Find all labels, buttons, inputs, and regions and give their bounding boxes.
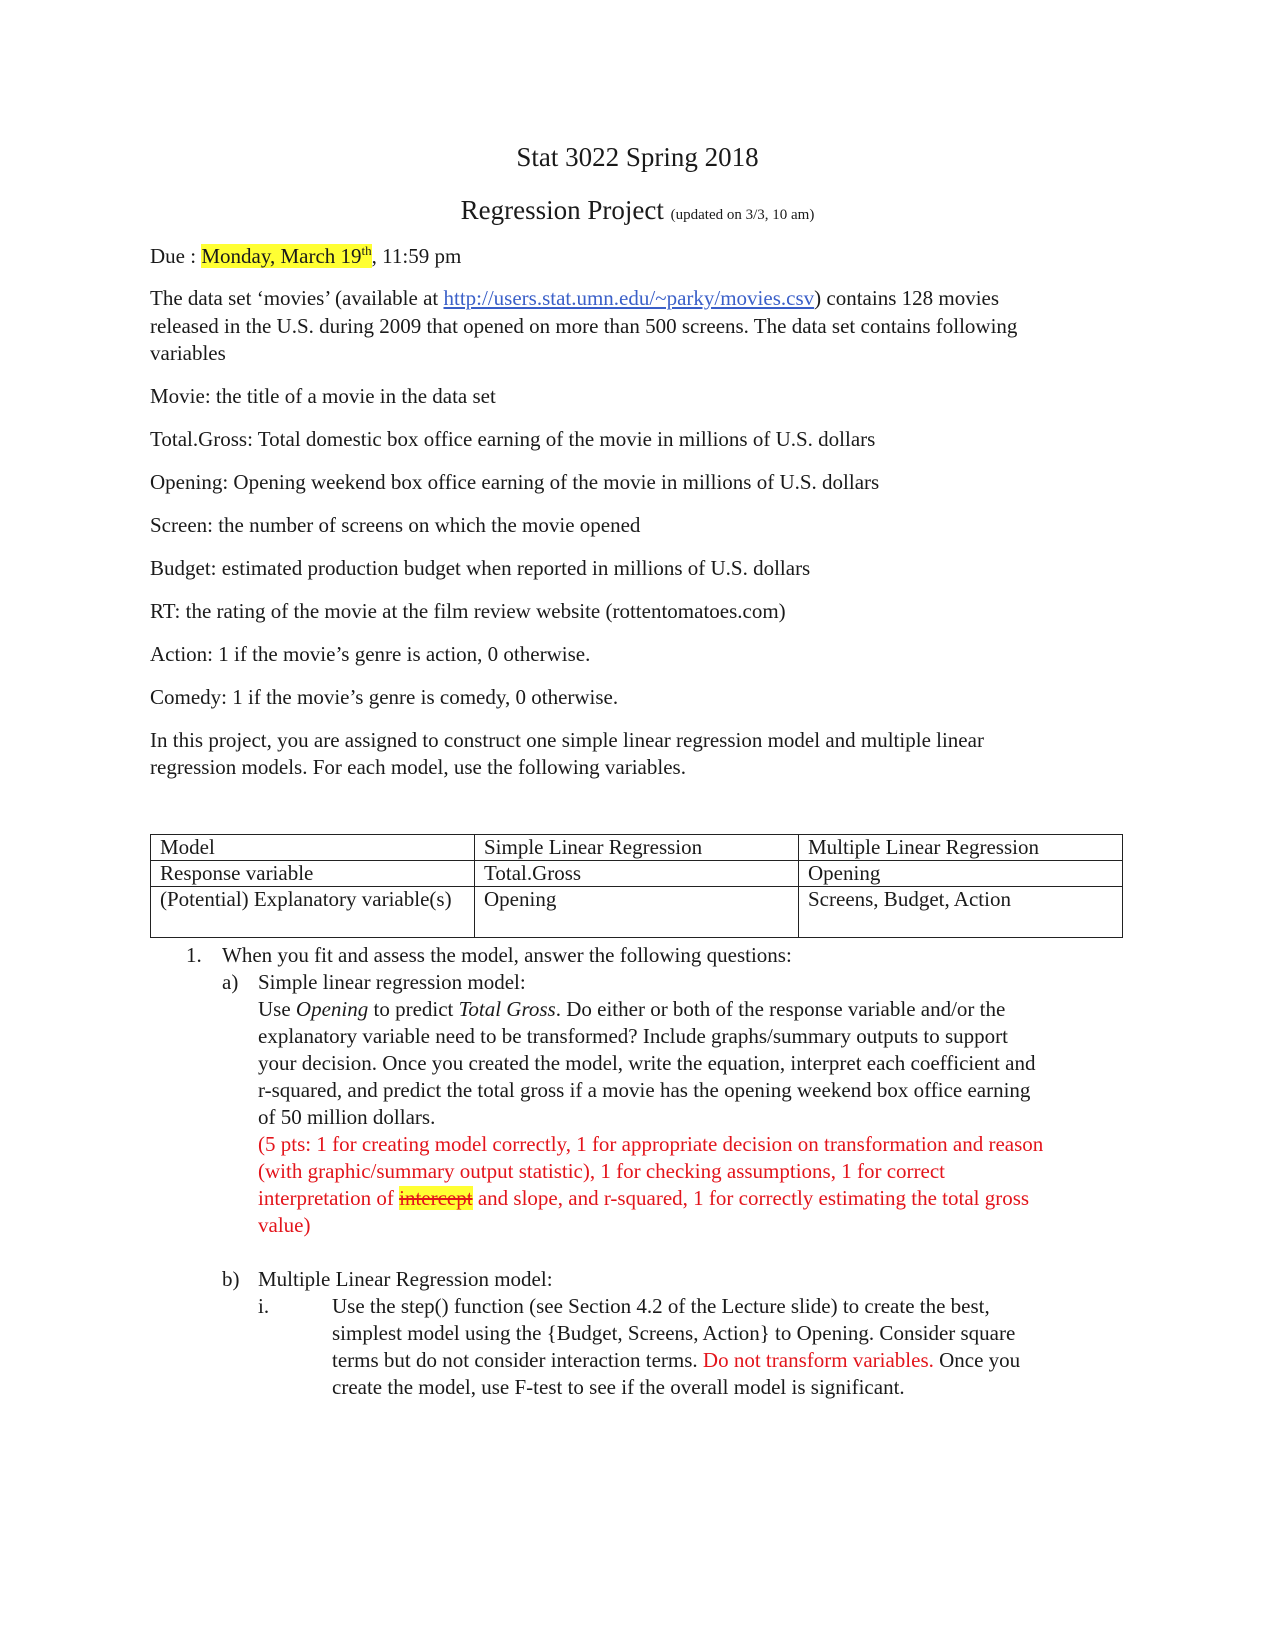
part-a-total-gross: Total Gross (458, 997, 556, 1021)
part-b-i-line-1: Use the step() function (see Section 4.2 of the Lecture slide) to create the best, (332, 1294, 990, 1318)
variable-comedy: Comedy: 1 if the movie’s genre is comedy, 0 otherwise. (150, 685, 619, 709)
assignment-line-1: In this project, you are assigned to construct one simple linear regression model and multiple linear (150, 728, 984, 752)
table-cell: Model (151, 835, 475, 861)
part-a-points-line-2: (with graphic/summary output statistic), 1 for checking assumptions, 1 for correct (258, 1159, 946, 1183)
question-1-text: When you fit and assess the model, answer the following questions: (222, 943, 792, 967)
b-i-post: Once you (933, 1348, 1021, 1372)
variable-movie: Movie: the title of a movie in the data set (150, 384, 496, 408)
part-b-i-line-2: simplest model using the {Budget, Screens, Action} to Opening. Consider square (332, 1321, 1016, 1345)
part-a-line-5: of 50 million dollars. (258, 1105, 436, 1129)
due-label: Due : (150, 244, 197, 268)
part-a-line-2: explanatory variable need to be transformed? Include graphs/summary outputs to support (258, 1024, 1008, 1048)
part-a-to-predict: to predict (368, 997, 459, 1021)
due-date (201, 244, 371, 268)
part-a-line-1 (258, 997, 1005, 1022)
table-cell: Simple Linear Regression (475, 835, 799, 861)
part-a-line-4: r-squared, and predict the total gross if a movie has the opening weekend box office earning (258, 1078, 1031, 1102)
table-cell: Total.Gross (475, 861, 799, 887)
b-i-red-note: Do not transform variables. (702, 1348, 934, 1372)
table-row (151, 835, 1123, 861)
variable-rt: RT: the rating of the movie at the film review website (rottentomatoes.com) (150, 599, 786, 623)
part-b-i-label: i. (258, 1294, 270, 1318)
due-line (150, 243, 461, 269)
part-a-points-line-3 (258, 1186, 1029, 1211)
part-b-title: Multiple Linear Regression model: (258, 1267, 553, 1291)
part-a-line-3: your decision. Once you created the model, write the equation, interpret each coefficient and (258, 1051, 1036, 1075)
intro-text-2: ) contains 128 movies (814, 286, 1000, 310)
variable-screen: Screen: the number of screens on which the movie opened (150, 513, 641, 537)
variable-opening: Opening: Opening weekend box office earning of the movie in millions of U.S. dollars (150, 470, 880, 494)
table-cell: Response variable (151, 861, 475, 887)
part-a-opening: Opening (295, 997, 369, 1021)
part-a-title: Simple linear regression model: (258, 970, 526, 994)
struck-word: intercept (399, 1186, 473, 1210)
dataset-link[interactable]: http://users.stat.umn.edu/~parky/movies.csv (443, 286, 815, 310)
part-a-use: Use (258, 997, 296, 1021)
project-title (0, 195, 1275, 226)
variable-budget: Budget: estimated production budget when reported in millions of U.S. dollars (150, 556, 811, 580)
table-cell: Multiple Linear Regression (799, 835, 1123, 861)
variables-table (150, 834, 1123, 938)
part-b-i-line-3 (332, 1348, 1020, 1373)
part-a-rest: . Do either or both of the response variable and/or the (555, 997, 1006, 1021)
question-1-number: 1. (186, 943, 202, 967)
part-a-points-line-4: value) (258, 1213, 311, 1237)
intro-text-1: The data set ‘movies’ (available at (150, 286, 444, 310)
course-title: Stat 3022 Spring 2018 (516, 142, 759, 172)
due-time: , 11:59 pm (371, 244, 462, 268)
part-a-points-line-1: (5 pts: 1 for creating model correctly, 1 for appropriate decision on transformation and reason (258, 1132, 1044, 1156)
intro-line-2: released in the U.S. during 2009 that opened on more than 500 screens. The data set contains following (150, 314, 1018, 338)
table-cell: Opening (475, 887, 799, 938)
table-row (151, 861, 1123, 887)
assignment-line-2: regression models. For each model, use the following variables. (150, 755, 686, 779)
points-post: and slope, and r-squared, 1 for correctly estimating the total gross (472, 1186, 1030, 1210)
project-title-text: Regression Project (460, 195, 664, 225)
points-pre: interpretation of (258, 1186, 400, 1210)
table-cell: (Potential) Explanatory variable(s) (151, 887, 475, 938)
due-date-text: Monday, March 19 (201, 244, 362, 268)
variable-total-gross: Total.Gross: Total domestic box office earning of the movie in millions of U.S. dollars (150, 427, 876, 451)
part-b-label: b) (222, 1267, 240, 1291)
table-row (151, 887, 1123, 938)
intro-line-1 (150, 286, 999, 311)
part-a-label: a) (222, 970, 239, 994)
table-cell: Opening (799, 861, 1123, 887)
b-i-pre: terms but do not consider interaction terms. (332, 1348, 703, 1372)
variable-action: Action: 1 if the movie’s genre is action, 0 otherwise. (150, 642, 591, 666)
table-cell: Screens, Budget, Action (799, 887, 1123, 938)
due-date-sup: th (361, 243, 372, 258)
part-b-i-line-4: create the model, use F-test to see if the overall model is significant. (332, 1375, 905, 1399)
intro-line-3: variables (150, 341, 226, 365)
update-note: (updated on 3/3, 10 am) (670, 207, 815, 223)
